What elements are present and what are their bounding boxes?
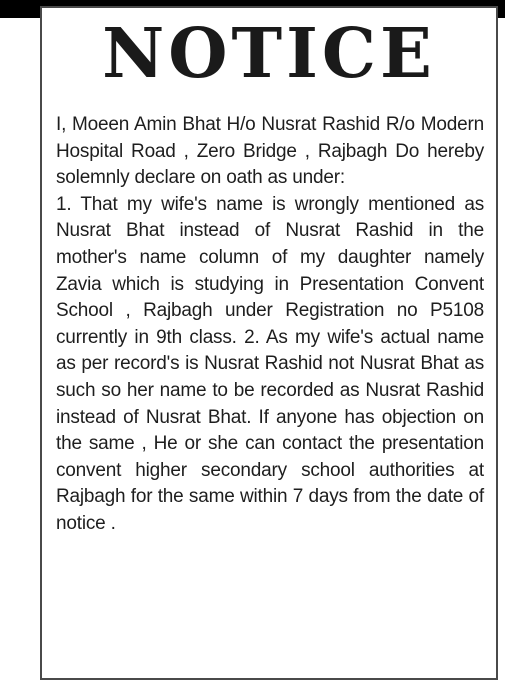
notice-box bbox=[40, 6, 498, 680]
notice-title: NOTICE bbox=[102, 14, 436, 94]
notice-intro-paragraph: I, Moeen Amin Bhat H/o Nusrat Rashid R/o Modern Hospital Road , Zero Bridge , Rajbagh Do hereby solemnly declare on oath as under: bbox=[56, 114, 484, 189]
notice-body bbox=[56, 112, 484, 538]
notice-declaration-paragraph: 1. That my wife's name is wrongly mentioned as Nusrat Bhat instead of Nusrat Rashid in the mother's name column of my daughter namely Zavia which is studying in Presentation Convent School , Rajbagh under Registration no P5108 currently in 9th class. 2. As my wife's actual name as per record's is Nusrat Rashid not Nusrat Bhat as such so her name to be recorded as Nusrat Rashid instead of Nusrat Bhat. If anyone has objection on the same , He or she can contact the presentation convent higher secondary school authorities at Rajbagh for the same within 7 days from the date of notice . bbox=[56, 193, 484, 534]
